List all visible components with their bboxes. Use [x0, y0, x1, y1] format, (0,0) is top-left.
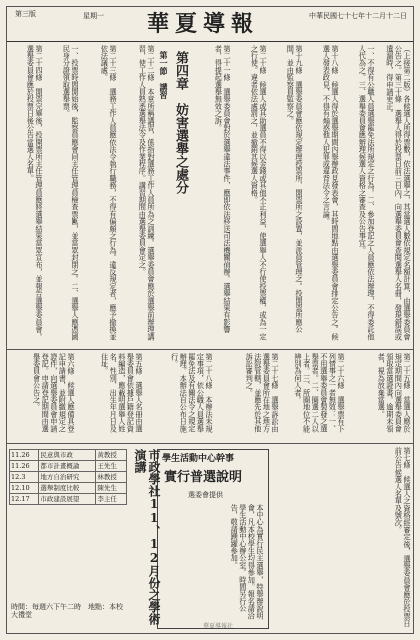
schedule-speaker: 黃教授 [96, 450, 127, 461]
schedule-note: 時間：每週六下午二時 地點：本校大禮堂 [11, 603, 123, 619]
band-divider [7, 443, 413, 444]
schedule-date: 12.17 [10, 494, 39, 505]
newspaper-title: 華夏導報 [147, 11, 260, 37]
column-text: 第五條 選舉人名冊由選舉委員會依據戶籍登記資料編造，應載明選舉人姓名、性別、出生年月日及住址。 [100, 353, 144, 433]
column-text: 第七條 候選人之資格經審定後，選舉委員會應於投票日前公告候選人名單及號次。 [394, 447, 412, 627]
schedule-date: 11.26 [10, 450, 39, 461]
issue-date: 中華民國七十七年十二月十二日 [309, 12, 407, 20]
schedule-row [10, 483, 127, 494]
weekday-label: 星期一 [83, 12, 104, 20]
column-text: 第二十四條 開票完畢後，投開票所主任管理員應將選舉結果當眾宣布，並報告選舉委員會。選舉委員會應於投票日後公告當選人名單。 [26, 45, 44, 341]
notice-title: 實行普選說明 [164, 470, 243, 485]
column-text: 第二十二條 本章所稱講習，係指對選務工作人員所為之訓練。選舉委員會應於選舉前辦理講習，使工作人員熟悉選舉法令及作業程序。講習期間由選舉委員會定之。 [138, 45, 156, 341]
schedule-row [10, 494, 127, 505]
notice-body: 本中心為實行民主選舉，特舉辦說明會，凡本校學生均得參加。報名請洽學生活動中心辦公室。時間另行公告，敬請踴躍參加。 [230, 504, 265, 620]
schedule-speaker: 林教授 [96, 472, 127, 483]
notice-header: 學生活動中心幹事 [162, 454, 235, 464]
archive-stamp: 華夏導報社 [203, 623, 234, 630]
schedule-topic: 地方自治研究 [39, 472, 96, 483]
schedule-topic: 都市計畫概論 [39, 461, 96, 472]
schedule-speaker: 李主任 [96, 494, 127, 505]
schedule-row [10, 461, 127, 472]
column-text: 第六條 候選人應備具登記申請書，並附繳規定之證件，向選舉委員會申請登記。申請登記期間由選舉委員會公告之。 [32, 353, 76, 433]
notice-subtitle: 選委會提供 [188, 491, 223, 499]
schedule-row [10, 472, 127, 483]
column-text: 第二十一條 選舉委員會對於選舉違法事件，應即依法移送司法機關偵辦。選舉結果有影響者，得提起選舉無效之訴。 [214, 45, 232, 333]
schedule-speaker: 陳先生 [96, 483, 127, 494]
column-text: （上接第二版）各候選人所得票數，依法選舉之，其當選人數依規定名額計算，由選舉委員會公告之。第三十條 選舉人得於投票日前三日內，向選舉委員會查閱選舉人名冊，發現錯誤或遺漏時，得申請更正。 [385, 45, 412, 341]
schedule-topic: 民意與市政 [39, 450, 96, 461]
column-text: 第二十三條 選務工作人員應依法令執行職務，不得有偏頗之行為。違反規定者，應予撤換並依法議處。 [100, 45, 118, 341]
schedule-topic: 市政建設展望 [39, 494, 96, 505]
column-text: 一、不得有公職人員選舉罷免法所規定之行為。二、參加登記之人員應依法辦理，不得委託他人代為之。三、選舉委員會應辦理候選人資格之審查及公告事宜。 [358, 45, 376, 341]
schedule-date: 12.10 [10, 483, 39, 494]
column-text: 第十八條 候選人得於選舉期間內舉辦政見發表會，其時間地點由選舉委員會排定公告之。候選人發表政見，不得有煽惑他人犯罪或違背法令之言論。 [322, 45, 340, 341]
schedule-date: 11.26 [10, 461, 39, 472]
edition-label: 第三版 [15, 10, 36, 18]
schedule-topic: 選舉制度比較 [39, 483, 96, 494]
section-heading: 第一節 講習 [159, 51, 169, 99]
schedule-date: 12.3 [10, 472, 39, 483]
column-text: 第二十條 候選人或其助選員不得以金錢或其他不正利益，使選舉人不行使投票權，或為一定之行使。違者依法處罰之，並撤銷其候選人資格。 [250, 45, 268, 341]
masthead [7, 7, 413, 42]
schedule-speaker: 王先生 [96, 461, 127, 472]
lecture-schedule [9, 449, 127, 505]
column-text: 第二十七條 選舉訴訟由選舉委員會所在地之地方法院管轄，並應先於其他訴訟審判之。 [245, 353, 280, 433]
newspaper-page [6, 6, 414, 634]
band-divider [7, 349, 413, 350]
notice-box [157, 449, 269, 629]
column-text: 第二十六條 選舉票有下列情事之一者無效：一、不用選舉委員會製發之選舉票者。二、圈選二人以上者。三、所圈地位不能辨別為何人者。 [294, 353, 346, 433]
column-text: 第十九條 選舉委員會應依規定辦理投票所、開票所之設置，並派員管理之。投開票所應公開，並由監察員監察之。 [286, 45, 304, 333]
column-text: 第二十五條 當選人應於規定期間內向選舉委員會領取當選證書。逾期未領者，視為放棄當選。 [377, 353, 412, 433]
chapter-heading: 第四章 妨害選舉之處分 [173, 51, 188, 194]
column-text: 第二十八條 本辦法未規定事項，依公職人員選舉罷免法及有關法令之規定辦理。本辦法自公布日施行。 [170, 353, 214, 433]
schedule-row [10, 450, 127, 461]
lecture-banner: 市政學社11、12月份之學術演講 [133, 449, 161, 625]
column-text: 一、投票時間開始後，監察員應會同主任管理員檢查票匭，並當眾封閉之。二、選舉人應憑國民身分證領取選舉票。 [62, 45, 80, 341]
